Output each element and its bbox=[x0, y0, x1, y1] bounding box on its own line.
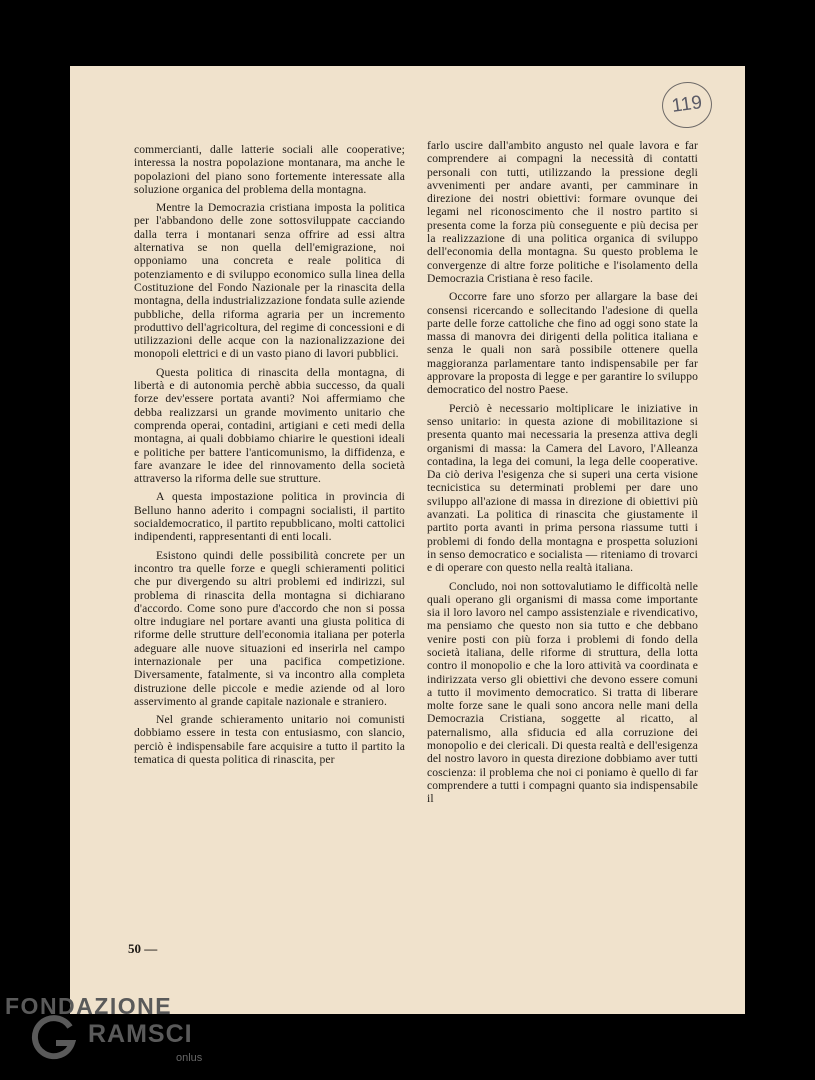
document-page bbox=[70, 66, 745, 1014]
paragraph: Mentre la Democrazia cristiana imposta la politica per l'abbandono delle zone sottosviluppate cacciando dalla terra i montanari senza offrire ad essi altra alternativa se non quella dell'emigrazione, noi opponiamo una concreta e reale politica di potenziamento e di sviluppo economico sulla linea della Costituzione del Fondo Nazionale per la rinascita della montagna, della industrializzazione fondata sulle aziende pubbliche, della riforma agraria per un incremento produttivo dell'agricoltura, del regime di concessioni e di utilizzazioni delle acque con la nazionalizzazione dei monopoli elettrici e di un vasto piano di lavori pubblici. bbox=[134, 201, 405, 361]
paragraph: farlo uscire dall'ambito angusto nel quale lavora e far comprendere ai compagni la necessità di contatti personali con tutti, utilizzando la pressione degli avvenimenti per andare avanti, per camminare in direzione dei nostri obiettivi: formare ovunque dei legami nel riconoscimento che il nostro partito si presenta come la forza più conseguente e più decisa per la realizzazione di una politica organica di sviluppo dell'economia della montagna. Su questo problema le convergenze di altre forze politiche e l'isolamento della Democrazia Cristiana è reso facile. bbox=[427, 139, 698, 285]
paragraph: Nel grande schieramento unitario noi comunisti dobbiamo essere in testa con entusiasmo, con slancio, perciò è indispensabile fare acquisire a tutto il partito la tematica di questa politica di rinascita, per bbox=[134, 713, 405, 767]
paragraph: A questa impostazione politica in provincia di Belluno hanno aderito i compagni socialisti, il partito socialdemocratico, il partito repubblicano, molti cattolici indipendenti, rappresentanti di enti locali. bbox=[134, 490, 405, 544]
paragraph: Questa politica di rinascita della montagna, di libertà e di autonomia perchè abbia successo, da quali forze dev'essere portata avanti? Noi affermiamo che debba realizzarsi un grande movimento unitario che comprenda operai, contadini, artigiani e ceti medi della montagna, ai quali dobbiamo chiarire le questioni ideali e politiche per battere l'anticomunismo, la diffidenza, e fare avanzare le idee del rinnovamento della società attraverso la riforma delle sue strutture. bbox=[134, 365, 405, 486]
paragraph: Perciò è necessario moltiplicare le iniziative in senso unitario: in questa azione di mobilitazione si presenta quanto mai necessaria la presenza attiva degli organismi di massa: la Camera del Lavoro, l'Alleanza contadina, la lega dei comuni, la lega delle cooperative. Da ciò deriva l'esigenza che si superi una certa visione tecnicistica su determinati problemi per dare uno sviluppo all'azione di massa in direzione di obiettivi più avanzati. La politica di rinascita che giustamente il partito porta avanti in prima persona riassume tutti i problemi di fondo della montagna e prospetta soluzioni in senso democratico e socialista — riteniamo di trovarci e di operare con questo nella realtà italiana. bbox=[427, 401, 698, 575]
paragraph: Esistono quindi delle possibilità concrete per un incontro tra quelle forze e quegli schieramenti politici che pur divergendo su altri problemi ed indirizzi, sul problema di rinascita della montagna si dichiarano d'accordo. Come sono pure d'accordo che non si possa oltre indugiare nel portare avanti una giusta politica di riforme delle strutture dell'economia italiana per poterla adeguare alle nuove situazioni ed inserirla nel campo internazionale per una pacifica competizione. Diversamente, fatalmente, si va incontro alla completa distruzione delle piccole e medie aziende od al loro asservimento al grande capitale nazionale e straniero. bbox=[134, 548, 405, 708]
right-column bbox=[427, 139, 698, 811]
paragraph: commercianti, dalle latterie sociali alle cooperative; interessa la nostra popolazione montanara, ma anche le popolazioni del piano sono fortemente interessate alla soluzione organica del problema della montagna. bbox=[134, 143, 405, 196]
page-number: 50 — bbox=[128, 941, 158, 956]
logo-onlus: onlus bbox=[176, 1052, 203, 1064]
logo-line1: FONDAZIONE bbox=[5, 993, 173, 1019]
archive-stamp: 119 bbox=[659, 79, 715, 132]
logo-g-icon bbox=[30, 1015, 76, 1061]
paragraph: Occorre fare uno sforzo per allargare la base dei consensi ricercando e sollecitando l'adesione di quella parte delle forze cattoliche che fino ad oggi sono state la massa di manovra dei dirigenti della politica italiana e senza le quali non sarà possibile ottenere quella maggioranza parlamentare tanto indispensabile per far approvare la proposta di legge e per garantire lo sviluppo democratico del nostro Paese. bbox=[427, 290, 698, 397]
fondazione-gramsci-logo bbox=[0, 993, 220, 1073]
paragraph: Concludo, noi non sottovalutiamo le difficoltà nelle quali operano gli organismi di massa come importante sia il loro lavoro nel campo assistenziale e rivendicativo, ma pensiamo che questo non sia tutto e che debbano venire posti con più forza i problemi di fondo della società italiana, delle riforme di struttura, della lotta contro il monopolio e che la loro attività va coordinata e indirizzata verso gli obiettivi che devono essere comuni a tutto il movimento democratico. Si tratta di liberare molte forze sane le quali sono ancora nelle mani della Democrazia Cristiana, soggette al ricatto, al paternalismo, alla sfiducia ed alla corruzione dei monopolio e dei clericali. Di questa realtà e dell'esigenza del nostro lavoro in questa direzione dobbiamo aver tutti coscienza: il problema che noi ci poniamo è quello di far comprendere a tutti i compagni quanto sia indispensabile il bbox=[427, 579, 698, 806]
logo-line2: RAMSCI bbox=[88, 1020, 193, 1048]
left-column bbox=[134, 143, 405, 771]
